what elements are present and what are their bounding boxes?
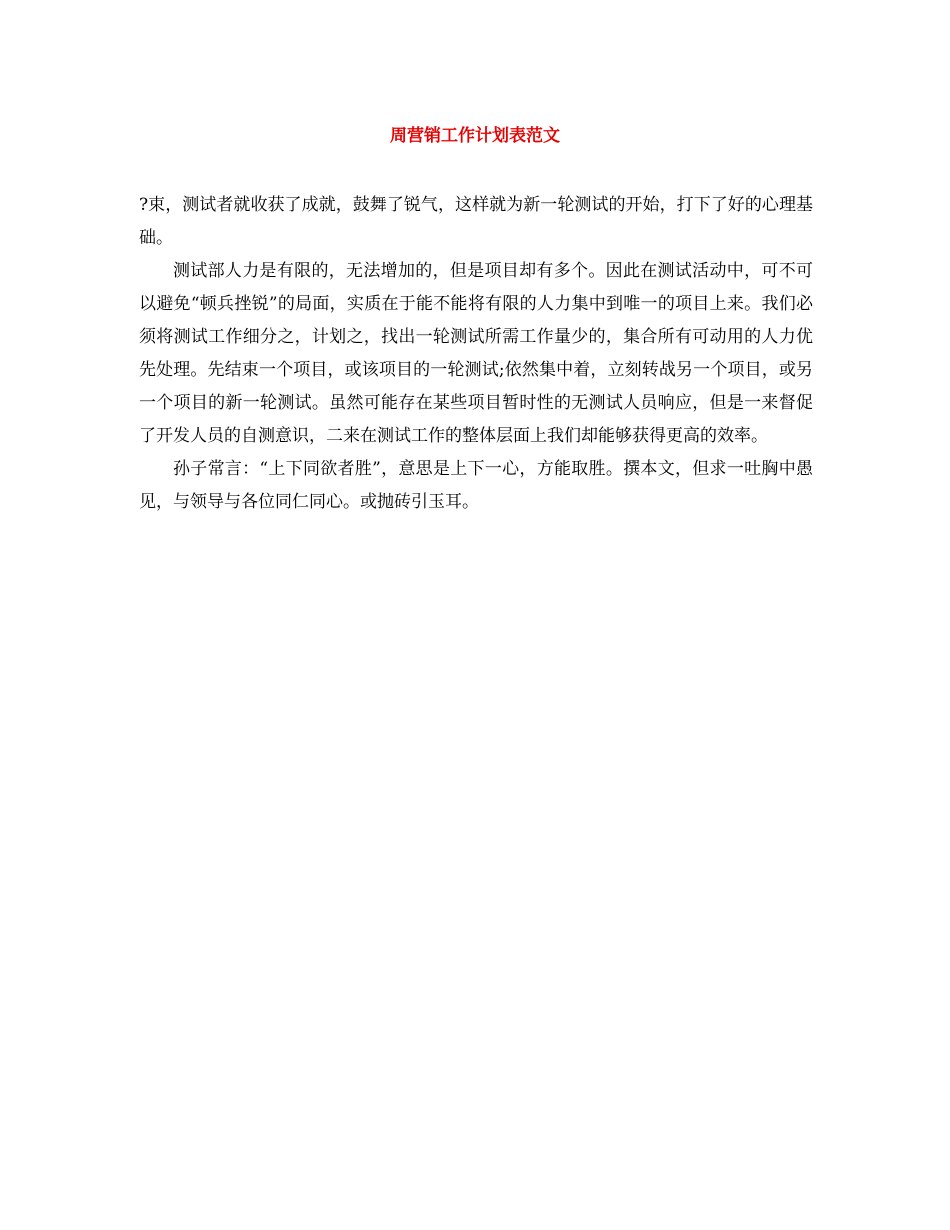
document-body (139, 189, 813, 519)
paragraph-testing-resources: 测试部人力是有限的，无法增加的，但是项目却有多个。因此在测试活动中，可不可以避免“顿兵挫锐”的局面，实质在于能不能将有限的人力集中到唯一的项目上来。我们必须将测试工作细分之，计划之，找出一轮测试所需工作量少的，集合所有可动用的人力优先处理。先结束一个项目，或该项目的一轮测试;依然集中着，立刻转战另一个项目，或另一个项目的新一轮测试。虽然可能存在某些项目暂时性的无测试人员响应，但是一来督促了开发人员的自测意识，二来在测试工作的整体层面上我们却能够获得更高的效率。 (139, 261, 813, 446)
paragraph-continuation: ?束，测试者就收获了成就，鼓舞了锐气，这样就为新一轮测试的开始，打下了好的心理基础。 (139, 195, 813, 248)
paragraph-closing: 孙子常言：“上下同欲者胜”，意思是上下一心，方能取胜。撰本文，但求一吐胸中愚见，与领导与各位同仁同心。或抛砖引玉耳。 (139, 459, 813, 512)
document-title: 周营销工作计划表范文 (390, 126, 560, 146)
